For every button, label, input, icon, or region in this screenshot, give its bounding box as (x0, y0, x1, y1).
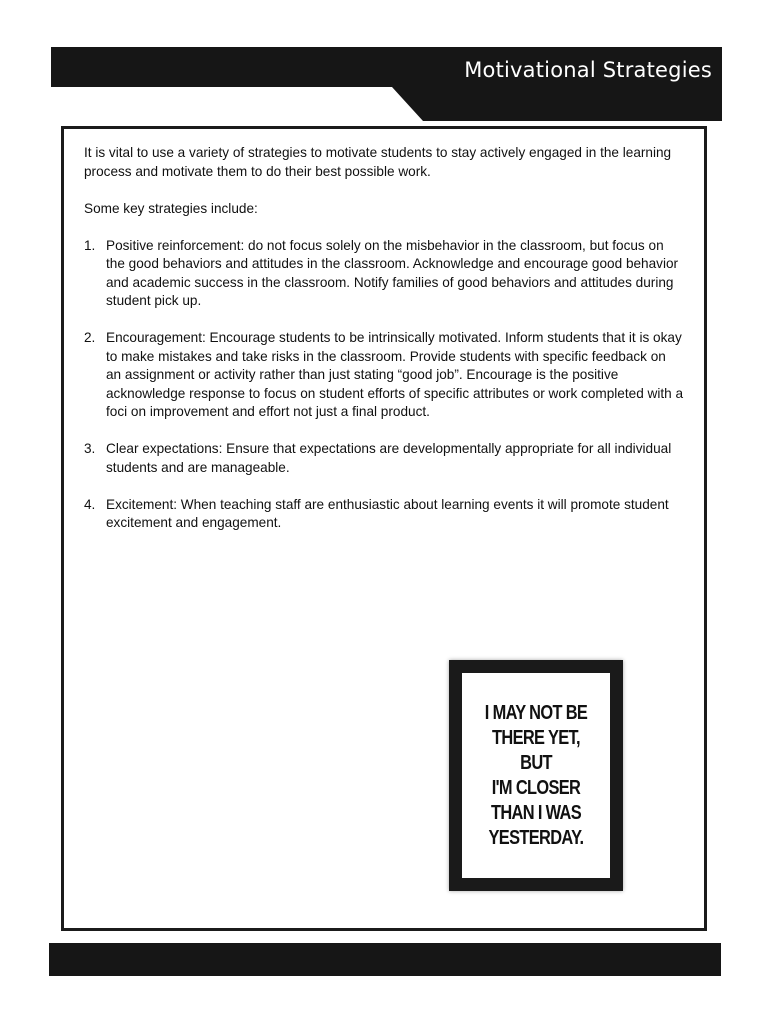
list-item (84, 496, 684, 533)
list-item (84, 440, 684, 477)
poster-line: I MAY NOT BE (484, 701, 588, 724)
list-item-number: 3. (84, 441, 96, 456)
poster-inner (462, 673, 610, 878)
poster-quote (475, 701, 596, 851)
list-item-text: Positive reinforcement: do not focus solely on the misbehavior in the classroom, but focus on the good behaviors and attitudes in the classroom. Acknowledge and encourage good behavior and academic success in the classroom. Notify families of good behaviors and attitudes during student pick up. (106, 237, 679, 308)
list-item-number: 4. (84, 496, 96, 512)
list-item (84, 237, 684, 311)
list-item-number: 2. (84, 330, 96, 345)
footer-bar (49, 943, 721, 976)
header-bar (51, 47, 722, 121)
list-item-text: Excitement: When teaching staff are enthusiastic about learning events it will promote student excitement and engagement. (106, 496, 669, 530)
poster-line: I'M CLOSER (491, 776, 581, 799)
poster-line: THERE YET, BUT (492, 726, 580, 774)
list-item-text: Clear expectations: Ensure that expectations are developmentally appropriate for all individual students and are manageable. (106, 441, 672, 475)
page-title: Motivational Strategies (464, 58, 712, 82)
poster-line: THAN I WAS (490, 801, 582, 824)
strategy-list (84, 237, 684, 533)
motivational-poster (449, 660, 623, 891)
list-item-number: 1. (84, 237, 96, 253)
intro-paragraph: It is vital to use a variety of strategies to motivate students to stay actively engaged in the learning process and motivate them to do their best possible work. (84, 145, 672, 179)
poster-line: YESTERDAY. (488, 826, 584, 849)
content-body (84, 144, 684, 551)
lead-in-text: Some key strategies include: (84, 200, 258, 216)
list-item-text: Encouragement: Encourage students to be intrinsically motivated. Inform students that it is okay to make mistakes and take risks in the classroom. Provide students with specific feedback on an assignment or activity rather than just stating “good job”. Encourage is the positive acknowledge response to focus on student efforts of specific attributes or work completed with a foci on improvement and effort not just a final product. (106, 330, 684, 419)
content-box (61, 126, 707, 931)
list-item (84, 329, 684, 422)
